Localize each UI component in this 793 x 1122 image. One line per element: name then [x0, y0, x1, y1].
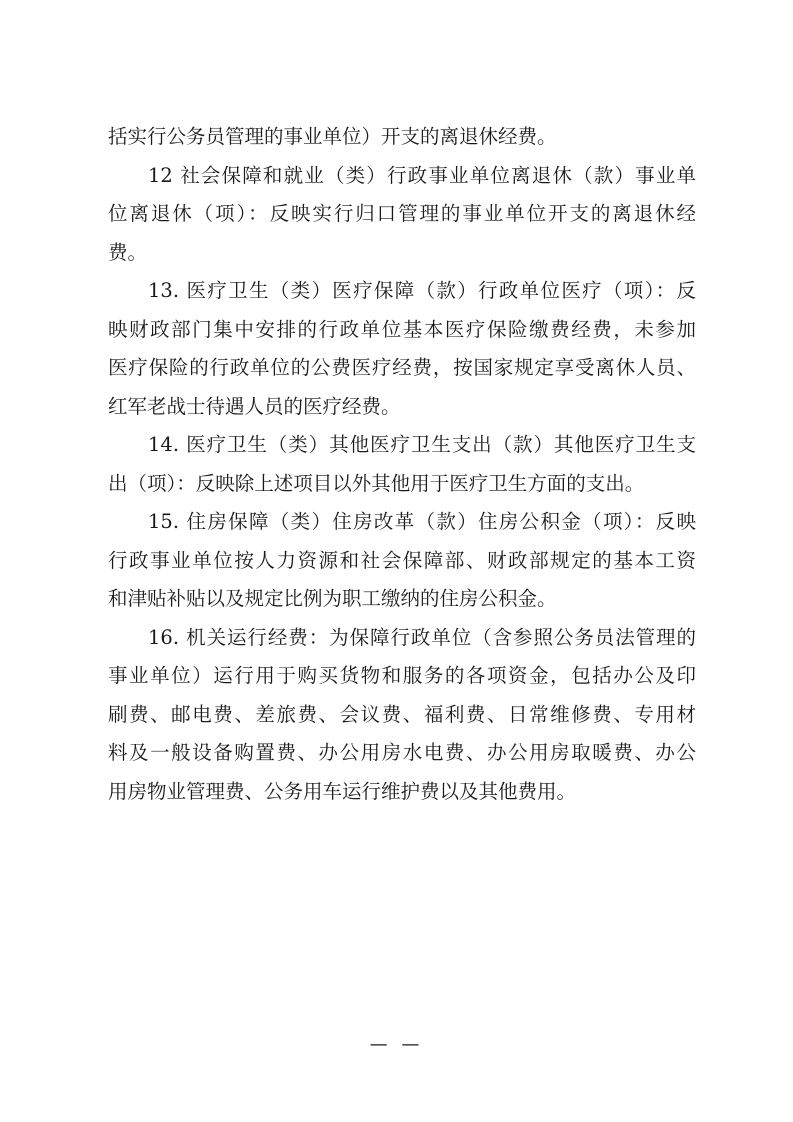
paragraph-16: [108, 619, 696, 812]
text-line: 用房物业管理费、公务用车运行维护费以及其他费用。: [108, 779, 577, 803]
text-line: 行政事业单位按人力资源和社会保障部、财政部规定的基本工资: [108, 548, 696, 572]
text-line: 14. 医疗卫生（类）其他医疗卫生支出（款）其他医疗卫生支: [148, 433, 696, 456]
text-line: 红军老战士待遇人员的医疗经费。: [108, 394, 401, 418]
text-line: 刷费、邮电费、差旅费、会议费、福利费、日常维修费、专用材: [108, 702, 696, 726]
paragraph-13: [108, 272, 696, 426]
paragraph-14: [108, 426, 696, 503]
paragraph-12: [108, 157, 696, 273]
text-line: 料及一般设备购置费、办公用房水电费、办公用房取暖费、办公: [108, 741, 696, 764]
text-line: 位离退休（项）：反映实行归口管理的事业单位开支的离退休经: [108, 202, 696, 225]
document-body: [108, 118, 696, 811]
text-line: 映财政部门集中安排的行政单位基本医疗保险缴费经费，未参加: [108, 317, 696, 341]
text-line: 和津贴补贴以及规定比例为职工缴纳的住房公积金。: [108, 587, 557, 610]
text-line: 13. 医疗卫生（类）医疗保障（款）行政单位医疗（项）：反: [148, 279, 696, 302]
text-line: 15. 住房保障（类）住房改革（款）住房公积金（项）：反映: [148, 510, 696, 533]
page-number: — —: [369, 1034, 424, 1055]
paragraph-15: [108, 503, 696, 619]
paragraph-11-continuation: [108, 118, 696, 157]
text-line: 12 社会保障和就业（类）行政事业单位离退休（款）事业单: [148, 163, 696, 187]
text-line: 医疗保险的行政单位的公费医疗经费，按国家规定享受离休人员、: [108, 356, 696, 379]
text-line: 事业单位）运行用于购买货物和服务的各项资金，包括办公及印: [108, 664, 696, 687]
text-line: 括实行公务员管理的事业单位）开支的离退休经费。: [108, 125, 557, 148]
text-line: 费。: [108, 240, 148, 264]
text-line: 出（项）：反映除上述项目以外其他用于医疗卫生方面的支出。: [108, 471, 645, 495]
text-line: 16. 机关运行经费：为保障行政单位（含参照公务员法管理的: [148, 625, 696, 649]
